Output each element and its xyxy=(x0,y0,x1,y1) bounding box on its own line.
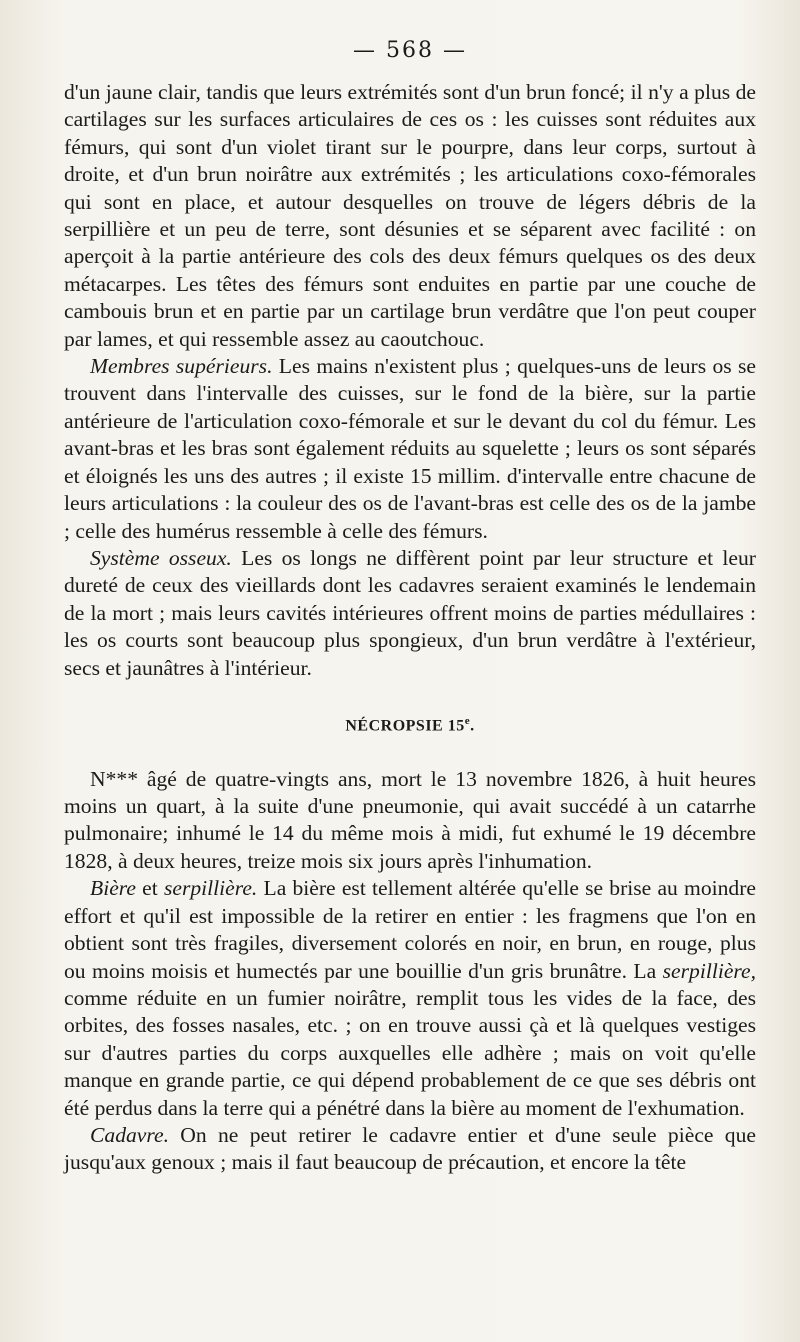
paragraph-text: N*** âgé de quatre-vingts ans, mort le 13 novembre 1826, à huit heures moins un quart, à la suite d'une pneumonie, qui avait succédé à un catarrhe pulmonaire; inhumé le 14 du même mois à midi, fut exhumé le 19 décembre 1828, à deux heures, treize mois six jours après l'inhumation. xyxy=(64,766,756,873)
paragraph-cadaver xyxy=(64,1122,756,1177)
paragraph-upper-limbs xyxy=(64,353,756,545)
paragraph-text: d'un jaune clair, tandis que leurs extrémités sont d'un brun foncé; il n'y a plus de cartilages sur les surfaces articulaires de ces os : les cuisses sont réduites aux fémurs, qui sont d'un violet tirant sur le pourpre, dans leur corps, surtout à droite, et d'un brun noirâtre aux extrémités ; les articulations coxo-fémorales qui sont en place, et autour desquelles on trouve de légers débris de la serpillière et un peu de terre, sont désunies et se séparent avec facilité : on aperçoit à la partie antérieure des cols des deux fémurs quelques os des deux métacarpes. Les têtes des fémurs sont enduites en partie par une couche de cambouis brun et en partie par un cartilage brun verdâtre que l'on peut couper par lames, et qui ressemble assez au caoutchouc. xyxy=(64,80,756,351)
paragraph-text: Les os longs ne diffèrent point par leur structure et leur dureté de ceux des vieillards dont les cadavres seraient examinés le lendemain de la mort ; mais leurs cavités intérieures offrent moins de parties médullaires : les os courts sont beaucoup plus spongieux, d'un brun verdâtre à l'extérieur, secs et jaunâtres à l'intérieur. xyxy=(64,545,756,680)
paragraph-heading-2: serpillière. xyxy=(163,876,258,901)
section-title xyxy=(64,708,756,740)
paragraph-bones-legs xyxy=(64,79,756,353)
page-body xyxy=(64,79,756,1177)
section-title-sup: e xyxy=(464,714,471,727)
paragraph-text: La bière est tellement altérée qu'elle se brise au moindre effort et qu'il est impossible de la retirer en entier : les fragmens que l'on en obtient sont très fragiles, diversement colorés en noir, en brun, en rouge, plus ou moins moisis et humectés par une bouillie d'un gris brunâtre. La xyxy=(64,876,756,983)
paragraph-bone-system xyxy=(64,545,756,682)
paragraph-text: On ne peut retirer le cadavre entier et d'une seule pièce que jusqu'aux genoux ; mais il faut beaucoup de précaution, et encore la tête xyxy=(64,1122,756,1175)
section-title-text: NÉCROPSIE 15 xyxy=(345,717,465,735)
paragraph-subject xyxy=(64,766,756,876)
paragraph-heading: Membres supérieurs. xyxy=(90,354,273,379)
paragraph-connector: et xyxy=(135,876,164,901)
paragraph-coffin xyxy=(64,875,756,1122)
paragraph-heading: Système osseux. xyxy=(90,545,232,570)
page-number: — 568 — xyxy=(353,38,467,63)
paragraph-text: Les mains n'existent plus ; quelques-uns de leurs os se trouvent dans l'intervalle des cuisses, sur le fond de la bière, sur la partie antérieure de l'articulation coxo-fémorale et sur le devant du col du fémur. Les avant-bras et les bras sont également réduits au squelette ; leurs os sont séparés et éloignés les uns des autres ; il existe 15 millim. d'intervalle entre chacune de leurs articulations : la couleur des os de l'avant-bras est celle des os de la jambe ; celle des humérus ressemble à celle des fémurs. xyxy=(64,354,756,543)
paragraph-heading: Cadavre. xyxy=(90,1122,169,1147)
paragraph-text-cont: comme réduite en un fumier noirâtre, remplit tous les vides de la face, des orbites, des fosses nasales, etc. ; on en trouve aussi çà et là quelques vestiges sur d'autres parties du corps auxquelles elle adhère ; mais on voit qu'elle manque en grande partie, ce qui dépend probablement de ce que ses débris ont été perdus dans la terre qui a pénétré dans la bière au moment de l'exhumation. xyxy=(64,985,756,1120)
paragraph-inline-term: serpillière, xyxy=(662,958,756,983)
section-title-end: . xyxy=(470,717,475,735)
paragraph-heading: Bière xyxy=(90,876,136,901)
